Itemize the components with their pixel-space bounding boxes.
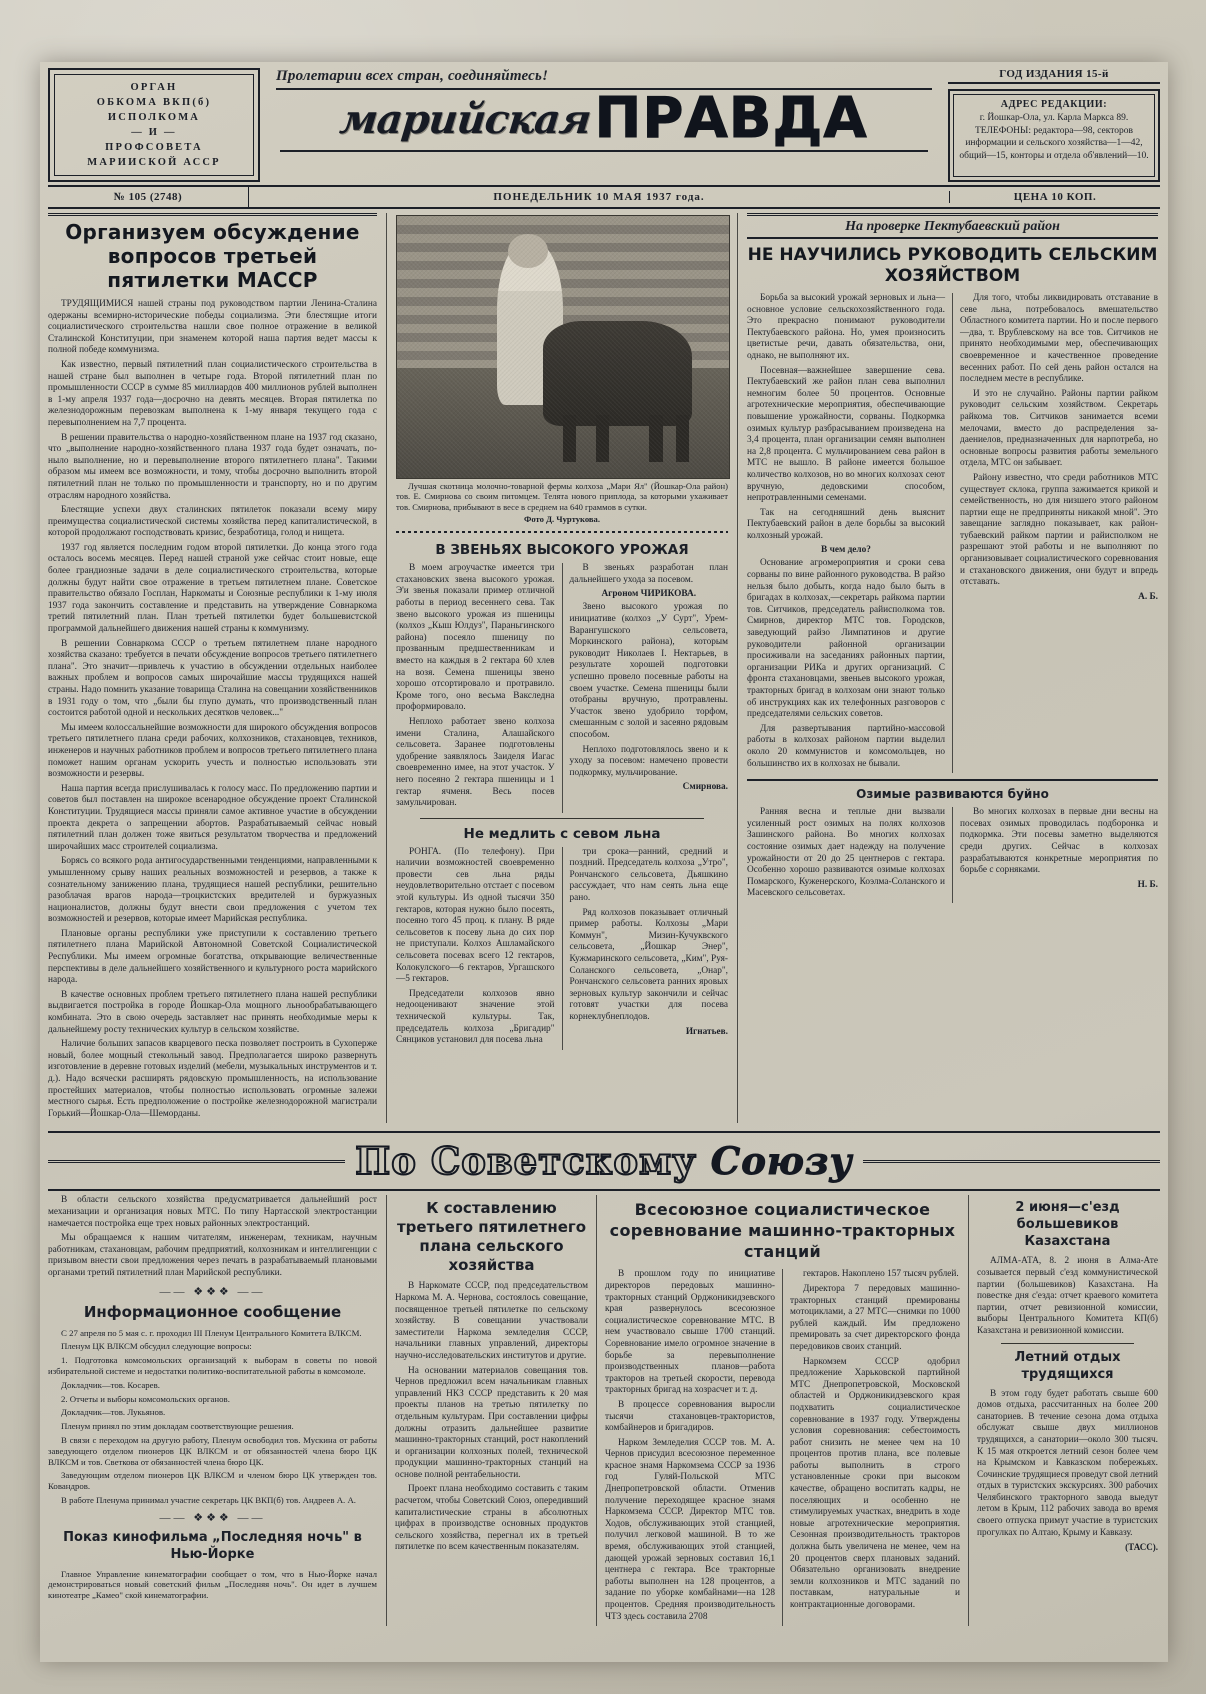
kazakhstan-headline: 2 июня—с'езд большевиков Казахстана — [1015, 1200, 1120, 1250]
banner-word-po: По — [355, 1139, 417, 1184]
paragraph: Неплохо работает звено колхоза имени Сталина, Алашайского сельсовета. Заранее подготовлены удобрение заявлялось Заиделя Иагас своевременно имее, на этот участок. У него посеяно 2 гектара пшеницы и 1 гектар ячменя. Весь посев замульчирован. — [396, 716, 555, 809]
paragraph: Ряд колхозов показывает отличный пример работы. Колхозы „Мари Коммун", Мизин-Кучуквского сельсовета, „Йошкар Энер", Кужмаринского сельсовета, „Ким", Руя-Соланского сельсовета, „Онар", Рончанского сельсовета ранних яровых зерновых культур закончили и сейчас готовят участки для посева корнеклубнеплодов. — [569, 907, 728, 1022]
address-title: АДРЕС РЕДАКЦИИ: — [1000, 99, 1108, 110]
right-headline: НЕ НАУЧИЛИСЬ РУКОВОДИТЬ СЕЛЬСКИМ ХОЗЯЙСТВОМ — [747, 245, 1158, 286]
paragraph: Наша партия всегда прислушивалась к голосу масс. По предложению партии и советов был поставлен на широкое всенародное обсуждение проект Сталинской Конституции. Трудящиеся массы приняли самое активное участие в обсуждении проекта декрета о запрещении абортов. Разрабатываемый сейчас новый пятилетний план должен тоже явиться результатом творчества и предложений широчайших масс строителей социализма. — [48, 783, 377, 852]
paragraph: Неплохо подготовлялось звено и к уходу за посевом: намечено провести подкормку, мульчирование. — [569, 744, 728, 778]
info-message-headline: Информационное сообщение — [83, 1302, 342, 1321]
paragraph: В прошлом году по инициативе директоров передовых машинно-тракторных станций Орджоникидзевского края развернулось всесоюзное социалистическое соревнование МТС. В нем участвовало свыше 1700 станций. Соревнование имело огромное значение в борьбе за перевыполнение производственных планов—работа тракторов на третьей скорости, перевода тракторных бригад на хозрасчет и т. д. — [605, 1269, 775, 1396]
paragraph: В решении Совнаркома СССР о третьем пятилетнем плане народного хозяйства сказано: требуется в печати обсуждение вопросов третьего пятилетнего плана". Это значит—привлечь к участию в обсуждении отдельных наиболее важных проблем и вопросов самых широчайшие массы трудящихся нашей страны. Надо помнить указание товарища Сталина на совещании хозяйственников в 1931 году о том, что „были бы глупо думать, что производственный план состоится работой одной и нескольких десятков человек..." — [48, 638, 377, 719]
ozimye-headline: Озимые развиваются буйно — [856, 787, 1049, 802]
paragraph: В моем агроучастке имеется три стахановских звена высокого урожая. Э'и звенья показали пример отличной работы в период весеннего сева. Так звено высокого урожая из пшеницы (колхоз „Кыш Юлдуз", Параньгинского района) посеяло пшеницу по прозванным предшественникам и вместо на каждыя в 2 гектара 60 хлев на возя. Семена пшеницы звено хорошо отсортировало и протравило. Кроме того, оно весьма Вакследна проформировало. — [396, 563, 555, 713]
paragraph: ТРУДЯЩИМИСЯ нашей страны под руководством партии Ленина-Сталина одержаны всемирно-исторические победы социализма. Эти блестящие итоги социалистического строительства нашли свое полное отражение в великой Сталинской Конституции, при знаменем которой наша партия ведет массы к полной победе коммунизма. — [48, 299, 377, 356]
photo-caption: Лучшая скотница молочно-товарной фермы колхоза „Мари Ял" (Йошкар-Ола район) тов. Е. Смирнова со своим питомцем. Телята нового приплода, за которыми ухаживает тов. Смирнова, прибывают в весе в среднем на 640 граммов в сутки. — [396, 481, 728, 512]
paragraph: И это не случайно. Районы партии райком руководит сельским хозяйством. Секретарь райкома тов. Ситчиков занимается всеми мелочами, вместо до распределения за-даениелов, предназначенных для нарпотреба, но основные вопросы развития работы земельного отдела, МТС он забывает. — [960, 388, 1158, 469]
bottom-column-news — [968, 1195, 1158, 1626]
paragraph: Ранняя весна и теплые дни вызвали усиленный рост озимых на полях колхозов Зашинского района. Во многих колхозах состояние озимых дает надежду на получение урожайности от 20 до 25 центнеров с гектара. Особенно хорошо развиваются озимые колхозах Помарского, Куженерского, Коэлма-Соланского и Масевского сельсоветах. — [747, 807, 945, 899]
section-banner-po-sovetskomu-soyuzu — [48, 1131, 1160, 1191]
paragraph: Проект плана необходимо составить с таким расчетом, чтобы Советский Союз, опередивший капиталистические страны в абсолютных цифрах в производстве основных продуктов сельского хозяйства, перегнал их в третьей пятилетке по всем качественным показателям. — [395, 1484, 588, 1553]
paragraph: АЛМА-АТА, 8. 2 июня в Алма-Ате созывается первый с'езд коммунистической партии (большевиков) Казахстана. На повестке дня с'езда: отчет краевого комитета партии, отчет ревизионной комиссии, выборы Центрального Комитета КП(б) Казахстана и ревизионной комиссии. — [977, 1256, 1158, 1336]
paragraph: Председатели колхозов явно недооценивают значение этой технической культуры. Так, председатель колхоза „Бригадир" Сянциков установил для посева льна — [396, 988, 555, 1046]
paragraph: Так на сегодняшний день выяснит Пектубаевский район в деле борьбы за высокий колхозный урожай. — [747, 507, 945, 541]
paragraph: Району известно, что среди работников МТС существует склока, группа зажимается крикой и семейственность, но для низшего этого районом партии еще не предприняты никакой мной". Это завещание заглядно показывает, как район-тубаевский райком партии и райисполком не разрешают этой работы и не выполняют по организовывает социалистического соревнования и стахановского движения, они будут и впредь отставать. — [960, 472, 1158, 588]
publisher-line: ИСПОЛКОМА — [107, 112, 201, 123]
issue-number: № 105 (2748) — [113, 191, 183, 203]
ozimye-subcol-left — [747, 807, 953, 903]
photo-figure — [396, 215, 728, 524]
paragraph: Борьба за высокий урожай зерновых и льна—основное условие сельскохозяйственного года. Это прекрасно понимают руководители Пектубаевского района. Но, умея произносить цветистые речи, давать обязательства, они, однако, не выполняют их. — [747, 293, 945, 361]
paragraph: Пленум принял по этим докладам соответствующие решения. — [61, 1421, 294, 1432]
publisher-line: МАРИИСКОЙ АССР — [87, 157, 221, 168]
paragraph: Директора 7 передовых машинно-тракторных станций премированы мотоциклами, а 27 МТС—снимки по 1000 рублей каждый. Им предложено премировать за счет директорского фонда передовиков своих станций. — [790, 1283, 960, 1352]
paragraph: С 27 апреля по 5 мая с. г. проходил III Пленум Центрального Комитета ВЛКСМ. — [61, 1327, 362, 1338]
ozimye-subcol-right — [953, 807, 1158, 903]
paragraph: В области сельского хозяйства предусматривается дальнейший рост механизации и организация новых МТС. По типу Нартасской электростанции намечается постройка еще трех новых районных электростанций. — [48, 1195, 377, 1229]
right-two-columns — [747, 293, 1158, 773]
paragraph: Основание агромероприятия и сроки сева сорваны по вине районного руководства. В райзо нельзя было добыть, когда надо было быть в бригадах в колхозах,—секретарь райкома партии тов. Ситчиков, председатель райисполкома тов. Смирнов, директор МТС тов. Городсков, заведующий райзо Лимпатинов и другие руководители районной организации просиживали на заседаниях районных партии, организации РИКа и других организаций. С фронта стахановцами, звеньев высокого урожая, тракторных бригад в колхозам они знают только об инструкциях как их телефонных разговоров с председателями сельских советов. — [747, 558, 945, 720]
bottom-columns — [48, 1195, 1160, 1626]
masthead — [40, 62, 1168, 182]
byline-agronom: Агроном ЧИРИКОВА. — [601, 589, 697, 600]
paragraph: Мы обращаемся к нашим читателям, инженерам, техникам, научным работникам, стахановцам, рабочим предприятий, колхозникам и интеллигенции с призывом внести свои предложения через печать в разрабатываемый плановыми органами третий пятилетний план Марийской республики. — [48, 1233, 377, 1278]
banner-word-sovetskomu: Советскому — [430, 1139, 697, 1184]
banner-rule-right — [863, 1160, 1160, 1163]
photo-halftone-grain — [397, 216, 729, 478]
paragraph: Докладчик—тов. Косарев. — [61, 1379, 160, 1390]
photo-credit: Фото Д. Чуртукова. — [523, 514, 600, 525]
main-columns — [48, 213, 1160, 1123]
newspaper-sheet — [40, 62, 1168, 1662]
feature-two-columns-2 — [396, 847, 728, 1050]
mts-headline: Всесоюзное социалистическое соревнование машинно-тракторных станций — [609, 1200, 956, 1262]
feature-headline-len: Не медлить с севом льна — [463, 825, 661, 842]
byline: Смирнова. — [682, 782, 728, 793]
byline: Игнатьев. — [685, 1026, 728, 1037]
column-right — [738, 213, 1158, 1123]
address-text: г. Йошкар-Ола, ул. Карла Маркса 89. ТЕЛЕФОНЫ: редактора—98, секторов информации и сельского хозяйства—1—42, общий—15, конторы и отдела об'явлений—10. — [959, 113, 1149, 161]
section-divider — [747, 779, 1158, 781]
plan-headline: К составлению третьего пятилетнего плана сельского хозяйства — [396, 1199, 587, 1275]
issue-date: ПОНЕДЕЛЬНИК 10 МАЯ 1937 года. — [493, 191, 705, 203]
bottom-column-mts — [596, 1195, 968, 1626]
banner-rule-left — [48, 1160, 345, 1163]
mts-two-columns — [605, 1269, 960, 1626]
paragraph: Борясь со всякого рода антигосударственными тенденциями, направленными к умышленному срыву наших реальных возможностей и резервов, а также к сознательному занижению плана, трудящиеся нашей республики, решительно разоблачая врагов народа—троцкистских вредителей и буржуазных националистов, должны будут внести свои предложения с учетом тех возможностей и резервов, которые имеет Марийская республика. — [48, 856, 377, 925]
question-line: В чем дело? — [821, 545, 871, 556]
bottom-column-left — [48, 1195, 386, 1626]
column-left — [48, 213, 386, 1123]
paragraph: 1937 год является последним годом второй пятилетки. До конца этого года осталось восемь месяцев. Перед нашей страной уже сейчас стоит новые, еще более грандиозные задачи в деле социалистического строительства, которые должны будут найти свое отражение в третьем пятилетнем плане. Советское правительство обязало Госплан, Наркоматы и Союзные республики к 1-му июля 1937 года закончить составление и представить на утверждение Совнаркома третий пятилетний план. План третьей пятилетки будет большевистской программой дальнейшего движения нашей страны к коммунизму. — [48, 542, 377, 635]
byline: А. Б. — [1138, 591, 1158, 602]
publisher-lines — [87, 80, 221, 170]
ozimye-two-columns — [747, 807, 1158, 903]
summer-rest-headline: Летний отдых трудящихся — [1014, 1349, 1121, 1382]
paragraph: В Наркомате СССР, под председательством Наркома М. А. Чернова, состоялось совещание, посвященное третьей пятилетке по сельскому хозяйству. В совещании участвовали заместители Наркома земледелия СССР, начальники главных управлений, директоры научно-исследовательских институтов и другие. — [395, 1281, 588, 1361]
paragraph: В связи с переходом на другую работу, Пленум освободил тов. Мускина от работы заведующего отделом пионеров ЦК ВЛКСМ и от обязанностей члена бюро ЦК ВЛКСМ и тов. Светкова от обязанностей члена бюро ЦК. — [48, 1434, 377, 1467]
feature-two-columns — [396, 563, 728, 812]
paragraph: Докладчик—тов. Лукьянов. — [61, 1407, 166, 1418]
ornament-divider: —— ❖❖❖ —— — [159, 1285, 266, 1298]
paragraph: Во многих колхозах в первые дни весны на посевах озимых проводилась подборонка и подкормка. Эти посевы заметно выделяются среди других. Сейчас в колхозах разрабатываются конкретные мероприятия по борьбе с сорняками. — [960, 807, 1158, 876]
paragraph: В этом году будет работать свыше 600 домов отдыха, рассчитанных на более 200 санаториев. В течение сезона дома отдыха обслужат свыше двух миллионов трудящихся, а санатории—около 300 тысяч. К 15 мая откроется летний сезон более чем на Крымском и Кавказском побережьях. Сочинские трудящиеся проведут свой летний отдых в туристских экскурсиях. 300 рабочих Челябинского тракторного завода выедут летом в Крым, 112 рабочих завода во время своего отпуска примут участие в туристских прогулках по Алтаю, Крыму и Кавказу. — [977, 1388, 1158, 1538]
wavy-divider — [396, 528, 728, 535]
paragraph: 1. Подготовка комсомольских организаций к выборам в советы по новой избирательной системе и недостатки политико-воспитательной работы в комсомоле. — [48, 1355, 377, 1376]
section-divider — [420, 818, 704, 819]
newspaper-logo — [270, 86, 938, 151]
masthead-right — [948, 68, 1160, 182]
paragraph: 2. Отчеты и выборы комсомольских органов. — [61, 1393, 230, 1404]
paragraph: Как известно, первый пятилетний план социалистического строительства в нашей стране был выполнен в четыре года. Второй пятилетний план по промышленности СССР в сумме 85 миллиардов 400 миллионов рублей выполнен в 1-му апреля 1937 года—досрочно на девять месяцев. Вторая пятилетка по железнодорожным перевозкам выполнена к 1-му января текущего года с перевыполнением на 7,7 процента. — [48, 359, 377, 428]
slogan: Пролетарии всех стран, соединяйтесь! — [276, 68, 549, 84]
film-headline: Показ кинофильма „Последняя ночь" в Нью-Йорке — [63, 1529, 362, 1562]
paragraph: Посевная—важнейшее завершение сева. Пектубаевский же район план сева выполнил немногим более 50 процентов. Основные агротехнические мероприятия, обеспечивающие повышение урожайности, сорваны. Подкормка озимых культур разбрасыванием произведена на 3,4 процента, план организации семян выполнен на 2,8 процента. С мульчированием сева район в МТС не вышло. В районе имеется большое количество колхозов, но во многих колхозах сеют вручную, дедовскими способом, непротравленными семенами. — [747, 365, 945, 504]
paragraph: три срока—ранний, средний и поздний. Председатель колхоза „Утро", Рончанского сельсовета, Дьяшкино рассуждает, что нам сеять льна еще рано. — [569, 846, 728, 904]
masthead-center — [260, 68, 948, 182]
publisher-line: ПРОФСОВЕТА — [105, 142, 203, 153]
column-right-rule — [747, 213, 1158, 216]
mts-subcol-right — [783, 1269, 960, 1626]
ornament-divider: —— ❖❖❖ —— — [159, 1511, 266, 1524]
paragraph: Звено высокого урожая по инициативе (колхоз „У Сурт", Урем-Варангушского сельсовета, Моркинского района), которым руководит Николаев I. Нектарьев, в результате хорошей подготовки успешно провело посевные работы на своем участке. Семена пшеницы были отобраны вручную, протравлены. Участок звено удобрило торфом, смешанным с золой и засеяно рядовым способом. — [569, 602, 728, 740]
section-divider — [1001, 1343, 1134, 1344]
paragraph: В качестве основных проблем третьего пятилетнего плана нашей республики выдвигается постройка в городе Йошкар-Ола мощного льнообрабатывающего комбината. Это в свою очередь заставляет нас принять необходимые меры к дальнейшему росту технических культур в сельском хозяйстве. — [48, 989, 377, 1035]
year-of-publication: ГОД ИЗДАНИЯ 15-й — [948, 68, 1160, 84]
publisher-line: ОРГАН — [130, 82, 178, 93]
publisher-line: — И — — [131, 127, 177, 138]
mts-subcol-left — [605, 1269, 783, 1626]
paragraph: В работе Пленума принимал участие секретарь ЦК ВКП(б) тов. Андреев А. А. — [61, 1494, 356, 1505]
column-center — [386, 213, 738, 1123]
feature-headline-zvenya: В ЗВЕНЬЯХ ВЫСОКОГО УРОЖАЯ — [435, 542, 689, 559]
agency-credit: (ТАСС). — [1125, 1542, 1158, 1553]
paragraph: Заведующим отделом пионеров ЦК ВЛКСМ и членом бюро ЦК утвержден тов. Ковандров. — [48, 1470, 377, 1492]
right-subcol-left — [747, 293, 953, 773]
banner-word-soyuzu: Союзу — [710, 1139, 853, 1184]
kicker-pektubaevsky: На проверке Пектубаевский район — [747, 219, 1158, 239]
lead-editorial-headline: Организуем обсуждение вопросов третьей пятилетки МАССР — [65, 220, 360, 292]
right-subcol-right — [953, 293, 1158, 773]
publisher-box — [48, 68, 260, 182]
paragraph: Для развертывания партийно-массовой работы в колхозах районом партии выделил около 20 коммунистов и комсомольцев, но большинство их в колхозах не бывали. — [747, 723, 945, 769]
paragraph: Наличие больших запасов кварцевого песка позволяет построить в Сухоперже новый, более мощный стекольный завод. Предполагается широко развернуть изготовление в деревне готовых изделий (мебели, музыкальных инструментов и т. д.). Надо всячески расширять рядовскую промышленность, на использование простейших материалов, чтобы полностью использовать огромные залежи местного сырья. Есть предположение о постройке железнодорожной магистрали Горький—Йошкар-Ола—Шеморданы. — [48, 1039, 377, 1119]
paragraph: В звеньях разработан план дальнейшего ухода за посевом. — [569, 563, 728, 585]
byline: Н. Б. — [1137, 879, 1158, 890]
feature-subcol-left — [396, 847, 563, 1050]
paragraph: На основании материалов совещания тов. Чернов предложил всем начальникам главных управлений НКЗ СССР представить к 20 мая проекты планов на третью пятилетку по отдельным культурам. При составлении цифры должны отразить дальнейшее развитие машинно-тракторных станций, рост накоплений и организации колхозных полей, технической продукции машинно-тракторных станций на основе полной рентабельности. — [395, 1365, 588, 1480]
column-left-rule — [48, 213, 377, 216]
logo-block-word: ПРАВДА — [594, 86, 868, 151]
paragraph: Плановые органы республики уже приступили к составлению третьего пятилетнего плана Марийской Автономной Советской Социалистической Республики. Мы имеем огромные богатства, открывающие величественные перспективы в деле дальнейшего хозяйственного и культурного роста марийского народа. — [48, 928, 377, 986]
issue-bar — [48, 185, 1160, 209]
banner-title — [355, 1139, 852, 1183]
paragraph: Главное Управление кинематографии сообщает о том, что в Нью-Йорке начал демонстрироваться новый советский фильм „Последняя ночь". Он идет в лучшем кинотеатре „Камео" ской кинематографии. — [48, 1568, 377, 1601]
paragraph: Пленум ЦК ВЛКСМ обсудил следующие вопросы: — [61, 1341, 252, 1352]
paragraph: В процессе соревнования выросли тысячи стахановцев-трактористов, комбайнеров и бригадиров. — [605, 1399, 775, 1434]
paragraph: Для того, чтобы ликвидировать отставание в севе льна, потребовалось вмешательство Областного комитета партии. Но и после первого—два, т. Врублевскому на все тов. Ситчиков не принято необходимыми мер, обеспечивающих своевременное и качественное проведение весенних работ. По сей день район остался на последнем месте в республике. — [960, 293, 1158, 385]
paragraph: В решении правительства о народно-хозяйственном плане на 1937 год сказано, что „выполнение народно-хозяйственного плана 1937 года будет означать, по-ныло выполнение, но и перевыполнение второго пятилетнего плана". Такими образом мы имеем все возможности, и тому, чтобы досрочно выполнить второй пятилетний план не только по промышленности и транспорту, но и по другим отраслям народного хозяйства. — [48, 432, 377, 501]
publisher-line: ОБКОМА ВКП(б) — [96, 97, 212, 108]
logo-script-word: марийская — [337, 96, 594, 143]
feature-subcol-right — [563, 563, 729, 812]
bottom-column-plan — [386, 1195, 596, 1626]
feature-subcol-left — [396, 563, 563, 812]
paragraph: Наркомзем СССР одобрил предложение Харьковской партийной МТС Днепропетровской, Московской областей и Орджоникидзевского края подхватить социалистическое соревнование в 1937 году. Утверждены условия соревнования: себестоимость работ снизить не менее чем на 10 процентов против плана, все полевые работы выполнить в строго установленные сроки при высоком качестве, обращено воспитать кадры, не поселяющих и особенно не стимулируемых участках, внедрить в ходе новые агротехнические мероприятия. Сезонная производительность тракторов должна быть увеличена не менее, чем на 20 процентов сверх плановых заданий. Обязательно организовать внедрение земли колхозников и МТС заданий по поставкам, натуральные и контрактационные договорами. — [790, 1356, 960, 1610]
paragraph: Блестящие успехи двух сталинских пятилеток показали всему миру преимущества социалистической системы хозяйства перед капиталистической, в которой продолжают господствовать кризис, безработица, голод и нищета. — [48, 505, 377, 539]
photo-milkmaid-with-calf — [396, 215, 730, 479]
paragraph: гектаров. Накоплено 157 тысяч рублей. — [803, 1269, 959, 1280]
issue-price: ЦЕНА 10 КОП. — [949, 191, 1160, 203]
paragraph: Нарком Земледелия СССР тов. М. А. Чернов присудил всесоюзное переменное красное знамя Наркомзема СССР за 1936 год Гуляй-Польской МТС Днепропетровской области. Отменив получение переходящее красное знамя Наркомзема СССР. Директор МТС тов. Ходов, обслуживающих этой станцией, получил легковой машиной. В то же время, обслуживающих этой станцией, дающей урожай зерновых составил 16,1 центнера с гектара. Все тракторные работы выполнен на 128 процентов, а задание по уборке комбайнами—на 128 процентов. Средняя производительность ЧТЗ здесь составила 2708 — [605, 1437, 775, 1622]
paragraph: РОНГА. (По телефону). При наличии возможностей своевременно провести сев льна ряды неудовлетворительно отстает с посевом этой культуры. Из одной тысячи 350 гектаров, которая нужно было посеять, посеяно того 45 проц. к плану. В ряде сельсоветов к посеву льна до сих пор не приступали. Колхоз Ашламайского сельсовета посевах всего 12 гектаров, Колокулского—6 гектаров, Ургашского—5 гектаров. — [396, 846, 555, 985]
paragraph: Мы имеем колоссальнейшие возможности для широкого обсуждения вопросов третьего пятилетнего плана среди рабочих, колхозников, стахановцев, техников, инженеров и научных работников проблем и вопросов третьего пятилетнего плана поможет нашим органам ускорить учесть и полностью использовать эти возможности и резервы. — [48, 722, 377, 780]
feature-subcol-right — [563, 847, 729, 1050]
